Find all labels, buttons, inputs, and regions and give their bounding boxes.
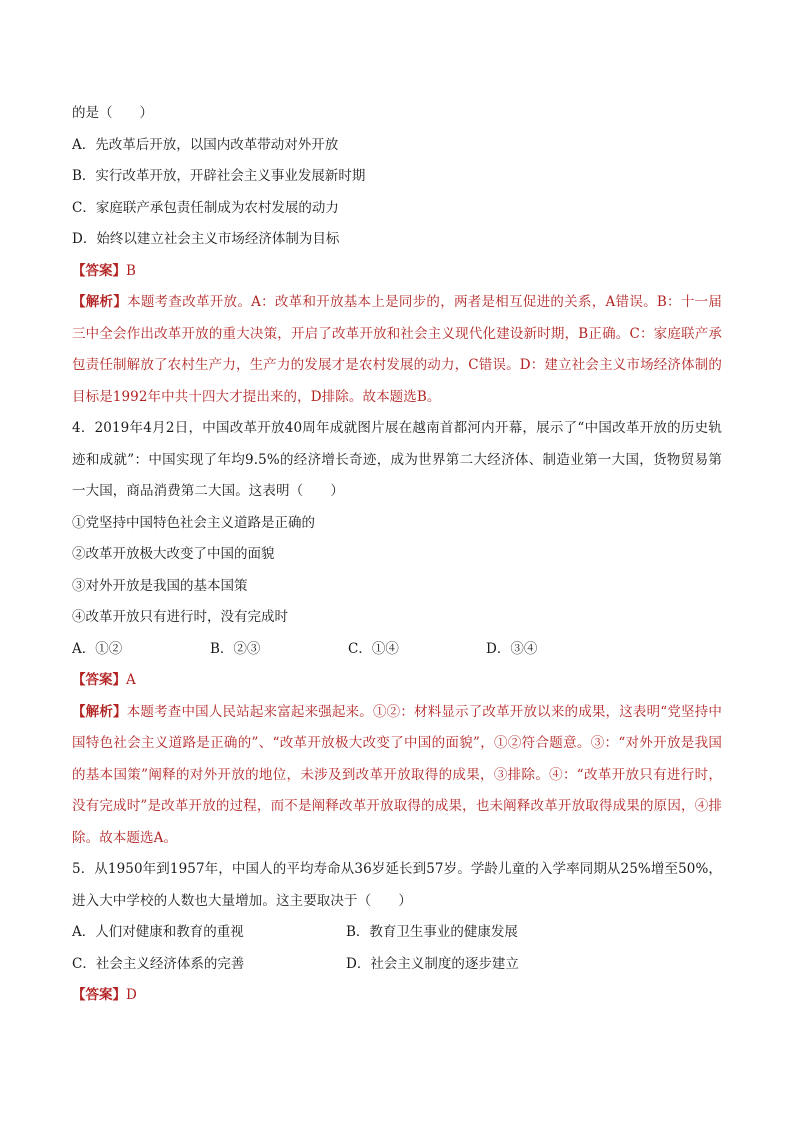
q4-statement-3: ③对外开放是我国的基本国策 xyxy=(72,577,248,594)
q5-option-b: B．教育卫生事业的健康发展 xyxy=(346,924,518,940)
q5-option-d: D．社会主义制度的逐步建立 xyxy=(346,955,519,972)
q4-analysis xyxy=(72,697,722,855)
q3-answer-value: B xyxy=(126,262,136,279)
q3-answer xyxy=(72,256,722,288)
q4-analysis-label: 【解析】 xyxy=(72,703,127,720)
q5-option-a: A．人们对健康和教育的重视 xyxy=(72,924,244,940)
q5-answer xyxy=(72,980,722,1012)
q3-analysis-text: 本题考查改革开放。A：改革和开放基本上是同步的，两者是相互促进的关系，A错误。B：十一届三中全会作出改革开放的重大决策，开启了改革开放和社会主义现代化建设新时期，B正确。C：家庭联产承包责任制解放了农村生产力，生产力的发展才是农村发展的动力，C错误。D：建立社会主义市场经济体制的目标是1992年中共十四大才提出来的，D排除。故本题选B。 xyxy=(72,294,722,405)
q4-option-b: B．②③ xyxy=(210,640,261,657)
q5-option-c: C．社会主义经济体系的完善 xyxy=(72,955,245,972)
q3-analysis-label: 【解析】 xyxy=(72,294,128,310)
q5-answer-label: 【答案】 xyxy=(72,987,126,1003)
q4-option-d: D．③④ xyxy=(486,640,538,657)
q5-answer-value: D xyxy=(126,987,137,1003)
q5-stem: 5．从1950年到1957年，中国人的平均寿命从36岁延长到57岁。学龄儿童的入学率同期从25%增至50%，进入大中学校的人数也大量增加。这主要取决于（ ） xyxy=(72,861,722,909)
q3-option-c: C．家庭联产承包责任制成为农村发展的动力 xyxy=(72,199,339,216)
document-page xyxy=(72,98,722,1012)
q3-option-b: B．实行改革开放，开辟社会主义事业发展新时期 xyxy=(72,168,366,184)
q5-options-row-1 xyxy=(72,917,722,949)
q5-options-row-2 xyxy=(72,949,722,981)
q4-stem: 4．2019年4月2日，中国改革开放40周年成就图片展在越南首都河内开幕，展示了“中国改革开放的历史轨迹和成就”：中国实现了年均9.5%的经济增长奇迹，成为世界第二大经济体、制造业第一大国，货物贸易第一大国，商品消费第二大国。这表明（ ） xyxy=(72,420,722,499)
q4-statement-1: ①党坚持中国特色社会主义道路是正确的 xyxy=(72,514,315,531)
q4-answer-label: 【答案】 xyxy=(72,672,126,688)
q3-option-d: D．始终以建立社会主义市场经济体制为目标 xyxy=(72,231,340,247)
q4-answer-value: A xyxy=(126,672,136,688)
q3-stem-tail: 的是（ ） xyxy=(72,105,153,121)
q4-options xyxy=(72,634,722,666)
q3-option-a: A．先改革后开放，以国内改革带动对外开放 xyxy=(72,136,339,153)
q4-option-c: C．①④ xyxy=(348,640,399,657)
q4-statement-4: ④改革开放只有进行时，没有完成时 xyxy=(72,609,288,625)
q4-option-a: A．①② xyxy=(72,640,123,657)
q4-analysis-text: 本题考查中国人民站起来富起来强起来。①②：材料显示了改革开放以来的成果，这表明“党坚持中国特色社会主义道路是正确的”、“改革开放极大改变了中国的面貌”，①②符合题意。③：“对外开放是我国的基本国策”阐释的对外开放的地位，未涉及到改革开放取得的成果，③排除。④：“改革开放只有进行时，没有完成时”是改革开放的过程，而不是阐释改革开放取得的成果，也未阐释改革开放取得成果的原因，④排除。故本题选A。 xyxy=(72,703,722,846)
q3-analysis xyxy=(72,287,722,413)
q3-answer-label: 【答案】 xyxy=(72,262,126,279)
q4-answer xyxy=(72,665,722,697)
q4-statement-2: ②改革开放极大改变了中国的面貌 xyxy=(72,546,275,562)
